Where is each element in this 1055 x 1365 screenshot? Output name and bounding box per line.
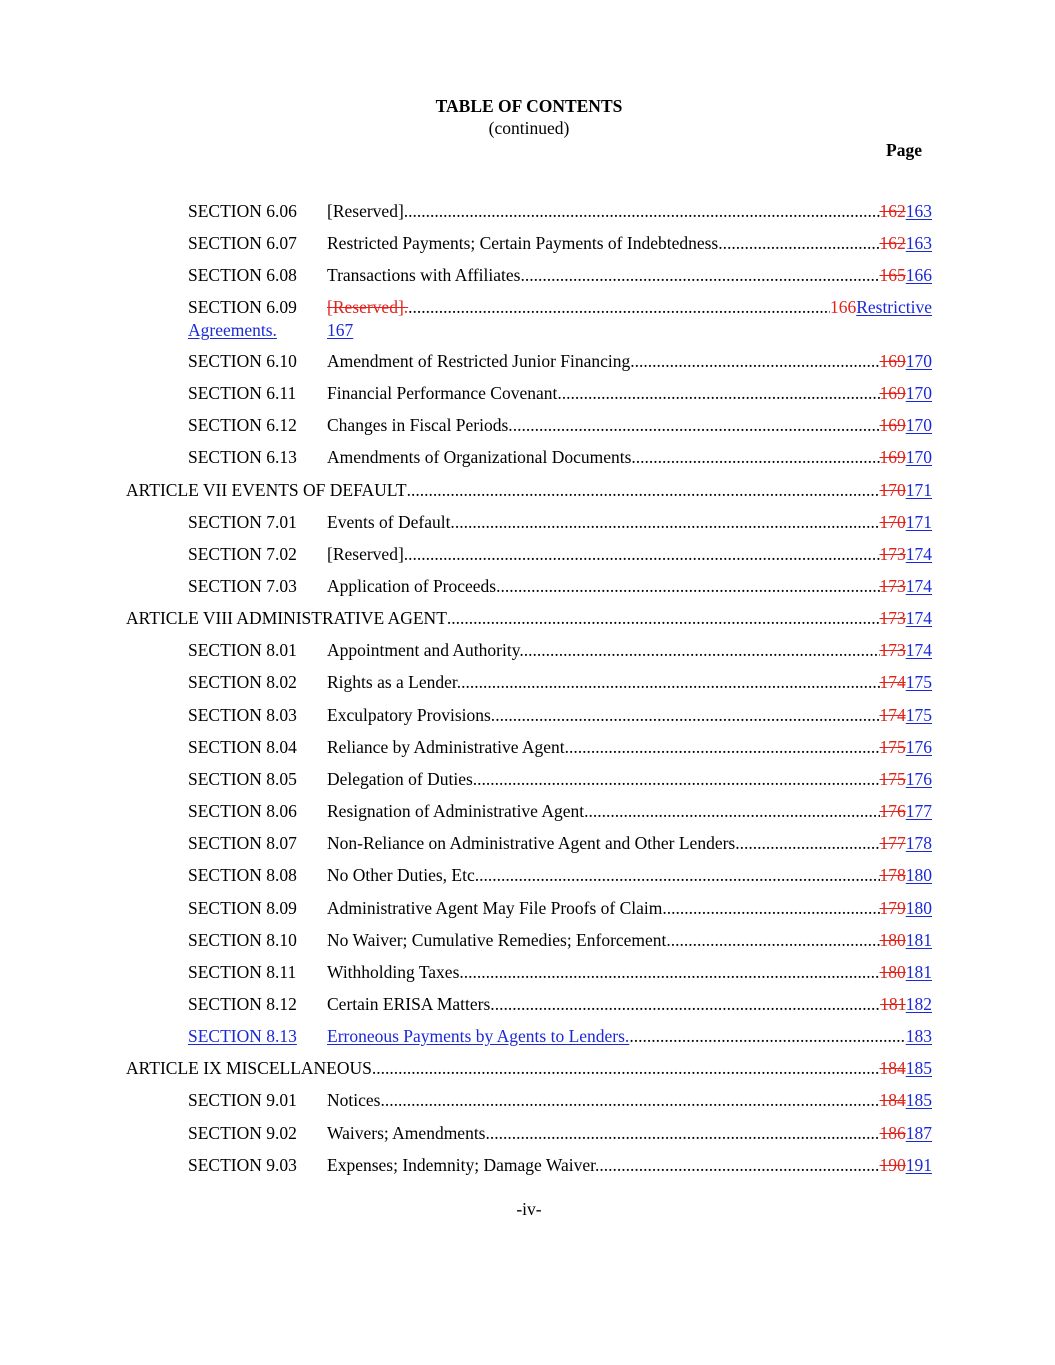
section-number: SECTION 6.08 xyxy=(188,265,297,285)
toc-entry-7-02[interactable] xyxy=(0,544,1055,568)
leader-dots xyxy=(629,1026,905,1047)
new-page-number[interactable]: 177 xyxy=(905,801,932,821)
toc-entry-8-06[interactable] xyxy=(0,801,1055,825)
toc-entry-8-13[interactable] xyxy=(0,1026,1055,1050)
leader-dots xyxy=(477,769,879,790)
section-title: Financial Performance Covenant. xyxy=(327,383,562,403)
section-number: SECTION 7.02 xyxy=(188,544,297,564)
old-page-number: 162 xyxy=(879,233,906,253)
old-page-number: 177 xyxy=(879,833,906,853)
old-page-number: 170 xyxy=(879,480,906,500)
inserted-section-title-cont[interactable]: Agreements. xyxy=(188,320,277,340)
leader-dots xyxy=(408,297,830,318)
toc-entry-8-05[interactable] xyxy=(0,769,1055,793)
old-page-number: 179 xyxy=(879,898,906,918)
toc-entry-6-09[interactable] xyxy=(0,297,1055,321)
leader-dots xyxy=(495,994,880,1015)
leader-dots xyxy=(513,415,880,436)
toc-entry-8-04[interactable] xyxy=(0,737,1055,761)
toc-entry-8-01[interactable] xyxy=(0,640,1055,664)
leader-dots xyxy=(490,1123,880,1144)
section-number: SECTION 7.01 xyxy=(188,512,297,532)
new-page-number[interactable]: 182 xyxy=(905,994,932,1014)
toc-entry-7-01[interactable] xyxy=(0,512,1055,536)
toc-entry-6-09-continued[interactable] xyxy=(0,320,1055,342)
toc-subtitle: (continued) xyxy=(488,118,570,138)
new-page-number[interactable]: 167 xyxy=(327,320,354,340)
section-title: Withholding Taxes. xyxy=(327,962,464,982)
old-page-number: 184 xyxy=(879,1090,906,1110)
article-title: ARTICLE IX MISCELLANEOUS xyxy=(126,1058,372,1078)
section-number: SECTION 8.03 xyxy=(188,705,297,725)
section-number: SECTION 8.10 xyxy=(188,930,297,950)
old-page-number: 162 xyxy=(879,201,906,221)
article-title: ARTICLE VIII ADMINISTRATIVE AGENT xyxy=(126,608,447,628)
toc-entry-8-07[interactable] xyxy=(0,833,1055,857)
leader-dots xyxy=(524,640,880,661)
toc-entry-8-11[interactable] xyxy=(0,962,1055,986)
page-column-header: Page xyxy=(886,140,922,160)
leader-dots xyxy=(372,1058,880,1079)
section-number: SECTION 9.03 xyxy=(188,1155,297,1175)
section-title: No Waiver; Cumulative Remedies; Enforcement. xyxy=(327,930,671,950)
section-title: Events of Default. xyxy=(327,512,455,532)
leader-dots xyxy=(479,865,879,886)
section-number: SECTION 8.06 xyxy=(188,801,297,821)
old-page-number: 169 xyxy=(879,351,906,371)
toc-article-ix[interactable] xyxy=(0,1058,1055,1082)
new-page-number[interactable]: 170 xyxy=(905,447,932,467)
section-number: SECTION 8.12 xyxy=(188,994,297,1014)
section-title: Notices. xyxy=(327,1090,385,1110)
toc-entry-8-03[interactable] xyxy=(0,705,1055,729)
leader-dots xyxy=(667,898,880,919)
section-number: SECTION 6.09 xyxy=(188,297,297,317)
old-page-number: 174 xyxy=(879,672,906,692)
new-page-number[interactable]: 174 xyxy=(905,640,932,660)
section-number: SECTION 8.11 xyxy=(188,962,297,982)
section-number: SECTION 6.11 xyxy=(188,383,297,403)
section-number: SECTION 6.06 xyxy=(188,201,297,221)
new-page-number[interactable]: 175 xyxy=(905,672,932,692)
section-number: SECTION 8.05 xyxy=(188,769,297,789)
section-title: No Other Duties, Etc. xyxy=(327,865,480,885)
old-page-number: 181 xyxy=(880,994,906,1014)
section-number: SECTION 8.01 xyxy=(188,640,297,660)
new-page-number[interactable]: 166 xyxy=(905,265,932,285)
new-page-number[interactable]: 174 xyxy=(905,544,932,564)
new-page-number[interactable]: 170 xyxy=(905,351,932,371)
new-page-number[interactable]: 187 xyxy=(905,1123,932,1143)
section-number: SECTION 8.09 xyxy=(188,898,297,918)
toc-entry-7-03[interactable] xyxy=(0,576,1055,600)
section-title: Transactions with Affiliates. xyxy=(327,265,525,285)
leader-dots xyxy=(501,576,880,597)
toc-entry-6-08[interactable] xyxy=(0,265,1055,289)
old-page-number: 176 xyxy=(879,801,906,821)
inserted-section-title[interactable]: Restrictive xyxy=(856,297,932,317)
new-page-number[interactable]: 185 xyxy=(905,1058,932,1078)
section-title: Application of Proceeds. xyxy=(327,576,501,596)
toc-article-viii[interactable] xyxy=(0,608,1055,632)
leader-dots xyxy=(599,1155,879,1176)
old-page-number: 169 xyxy=(879,415,906,435)
old-page-number: 190 xyxy=(879,1155,906,1175)
article-title: ARTICLE VII EVENTS OF DEFAULT xyxy=(126,480,407,500)
toc-entry-6-12[interactable] xyxy=(0,415,1055,439)
new-page-number[interactable]: 185 xyxy=(905,1090,932,1110)
toc-entry-8-09[interactable] xyxy=(0,898,1055,922)
new-page-number[interactable]: 163 xyxy=(905,233,932,253)
new-page-number[interactable]: 163 xyxy=(905,201,932,221)
leader-dots xyxy=(589,801,880,822)
deleted-section-title: [Reserved]. xyxy=(327,297,409,317)
section-title: Amendment of Restricted Junior Financing. xyxy=(327,351,635,371)
old-page-number: 173 xyxy=(879,608,906,628)
toc-entry-9-01[interactable] xyxy=(0,1090,1055,1114)
toc-entry-6-07[interactable] xyxy=(0,233,1055,257)
section-title: Restricted Payments; Certain Payments of Indebtedness xyxy=(327,233,719,253)
leader-dots xyxy=(464,962,880,983)
new-page-number[interactable]: 170 xyxy=(905,383,932,403)
toc-entry-8-02[interactable] xyxy=(0,672,1055,696)
old-page-number: 173 xyxy=(879,576,906,596)
toc-entry-9-03[interactable] xyxy=(0,1155,1055,1179)
toc-article-vii[interactable] xyxy=(0,480,1055,504)
leader-dots xyxy=(455,512,880,533)
section-number: SECTION 8.08 xyxy=(188,865,297,885)
new-page-number[interactable]: 175 xyxy=(905,705,932,725)
new-page-number[interactable]: 181 xyxy=(905,930,932,950)
old-page-number: 166 xyxy=(829,297,857,317)
toc-title: TABLE OF CONTENTS xyxy=(435,96,623,116)
section-number: SECTION 6.13 xyxy=(188,447,297,467)
section-title: Delegation of Duties. xyxy=(327,769,478,789)
leader-dots xyxy=(525,265,880,286)
old-page-number: 173 xyxy=(879,640,906,660)
old-page-number: 169 xyxy=(879,447,906,467)
toc-entry-6-13[interactable] xyxy=(0,447,1055,471)
section-title: Certain ERISA Matters. xyxy=(327,994,495,1014)
old-page-number: 186 xyxy=(879,1123,906,1143)
section-title: Amendments of Organizational Documents xyxy=(327,447,632,467)
old-page-number: 180 xyxy=(879,962,906,982)
new-page-number[interactable]: 181 xyxy=(905,962,932,982)
old-page-number: 175 xyxy=(879,737,906,757)
old-page-number: 178 xyxy=(879,865,906,885)
section-number: SECTION 8.13 xyxy=(188,1026,297,1046)
section-number: SECTION 6.12 xyxy=(188,415,297,435)
toc-entry-8-10[interactable] xyxy=(0,930,1055,954)
section-title: Erroneous Payments by Agents to Lenders. xyxy=(327,1026,630,1046)
toc-entry-8-08[interactable] xyxy=(0,865,1055,889)
old-page-number: 170 xyxy=(879,512,906,532)
leader-dots xyxy=(569,737,879,758)
section-title: Waivers; Amendments. xyxy=(327,1123,490,1143)
leader-dots xyxy=(635,351,880,372)
leader-dots xyxy=(631,447,879,468)
section-number: SECTION 8.02 xyxy=(188,672,297,692)
new-page-number[interactable]: 180 xyxy=(905,898,932,918)
new-page-number[interactable]: 174 xyxy=(905,608,932,628)
new-page-number[interactable]: 174 xyxy=(905,576,932,596)
new-page-number[interactable]: 183 xyxy=(905,1026,932,1046)
section-number: SECTION 8.07 xyxy=(188,833,297,853)
toc-entry-9-02[interactable] xyxy=(0,1123,1055,1147)
section-number: SECTION 7.03 xyxy=(188,576,297,596)
toc-entry-8-12[interactable] xyxy=(0,994,1055,1018)
leader-dots xyxy=(495,705,879,726)
section-title: Administrative Agent May File Proofs of Claim. xyxy=(327,898,667,918)
leader-dots xyxy=(447,608,880,629)
leader-dots xyxy=(671,930,880,951)
section-number: SECTION 6.10 xyxy=(188,351,297,371)
toc-entry-6-11[interactable] xyxy=(0,383,1055,407)
leader-dots xyxy=(408,544,879,565)
section-number: SECTION 6.07 xyxy=(188,233,297,253)
page-number-footer: -iv- xyxy=(516,1199,542,1219)
leader-dots xyxy=(740,833,880,854)
section-title: Expenses; Indemnity; Damage Waiver. xyxy=(327,1155,600,1175)
old-page-number: 165 xyxy=(879,265,906,285)
leader-dots xyxy=(404,201,880,222)
old-page-number: 173 xyxy=(879,544,906,564)
section-title: Resignation of Administrative Agent. xyxy=(327,801,589,821)
section-title: [Reserved] xyxy=(327,201,404,221)
section-number: SECTION 8.04 xyxy=(188,737,297,757)
new-page-number[interactable]: 171 xyxy=(905,480,932,500)
toc-entry-6-10[interactable] xyxy=(0,351,1055,375)
old-page-number: 184 xyxy=(879,1058,906,1078)
old-page-number: 175 xyxy=(879,769,906,789)
new-page-number[interactable]: 176 xyxy=(905,769,932,789)
new-page-number[interactable]: 171 xyxy=(905,512,932,532)
section-title: Appointment and Authority. xyxy=(327,640,524,660)
section-number: SECTION 9.01 xyxy=(188,1090,297,1110)
leader-dots xyxy=(718,233,879,254)
section-number: SECTION 9.02 xyxy=(188,1123,297,1143)
new-page-number[interactable]: 180 xyxy=(905,865,932,885)
old-page-number: 169 xyxy=(879,383,906,403)
section-title: Exculpatory Provisions. xyxy=(327,705,496,725)
toc-entry-6-06[interactable] xyxy=(0,201,1055,225)
new-page-number[interactable]: 178 xyxy=(905,833,932,853)
leader-dots xyxy=(385,1090,880,1111)
new-page-number[interactable]: 170 xyxy=(905,415,932,435)
leader-dots xyxy=(562,383,880,404)
section-title: Non-Reliance on Administrative Agent and Other Lenders. xyxy=(327,833,740,853)
leader-dots xyxy=(407,480,880,501)
new-page-number[interactable]: 191 xyxy=(905,1155,932,1175)
section-title: Rights as a Lender. xyxy=(327,672,462,692)
old-page-number: 180 xyxy=(879,930,906,950)
old-page-number: 174 xyxy=(879,705,906,725)
new-page-number[interactable]: 176 xyxy=(905,737,932,757)
section-title: [Reserved]. xyxy=(327,544,409,564)
section-title: Reliance by Administrative Agent. xyxy=(327,737,570,757)
section-title: Changes in Fiscal Periods. xyxy=(327,415,513,435)
leader-dots xyxy=(461,672,879,693)
